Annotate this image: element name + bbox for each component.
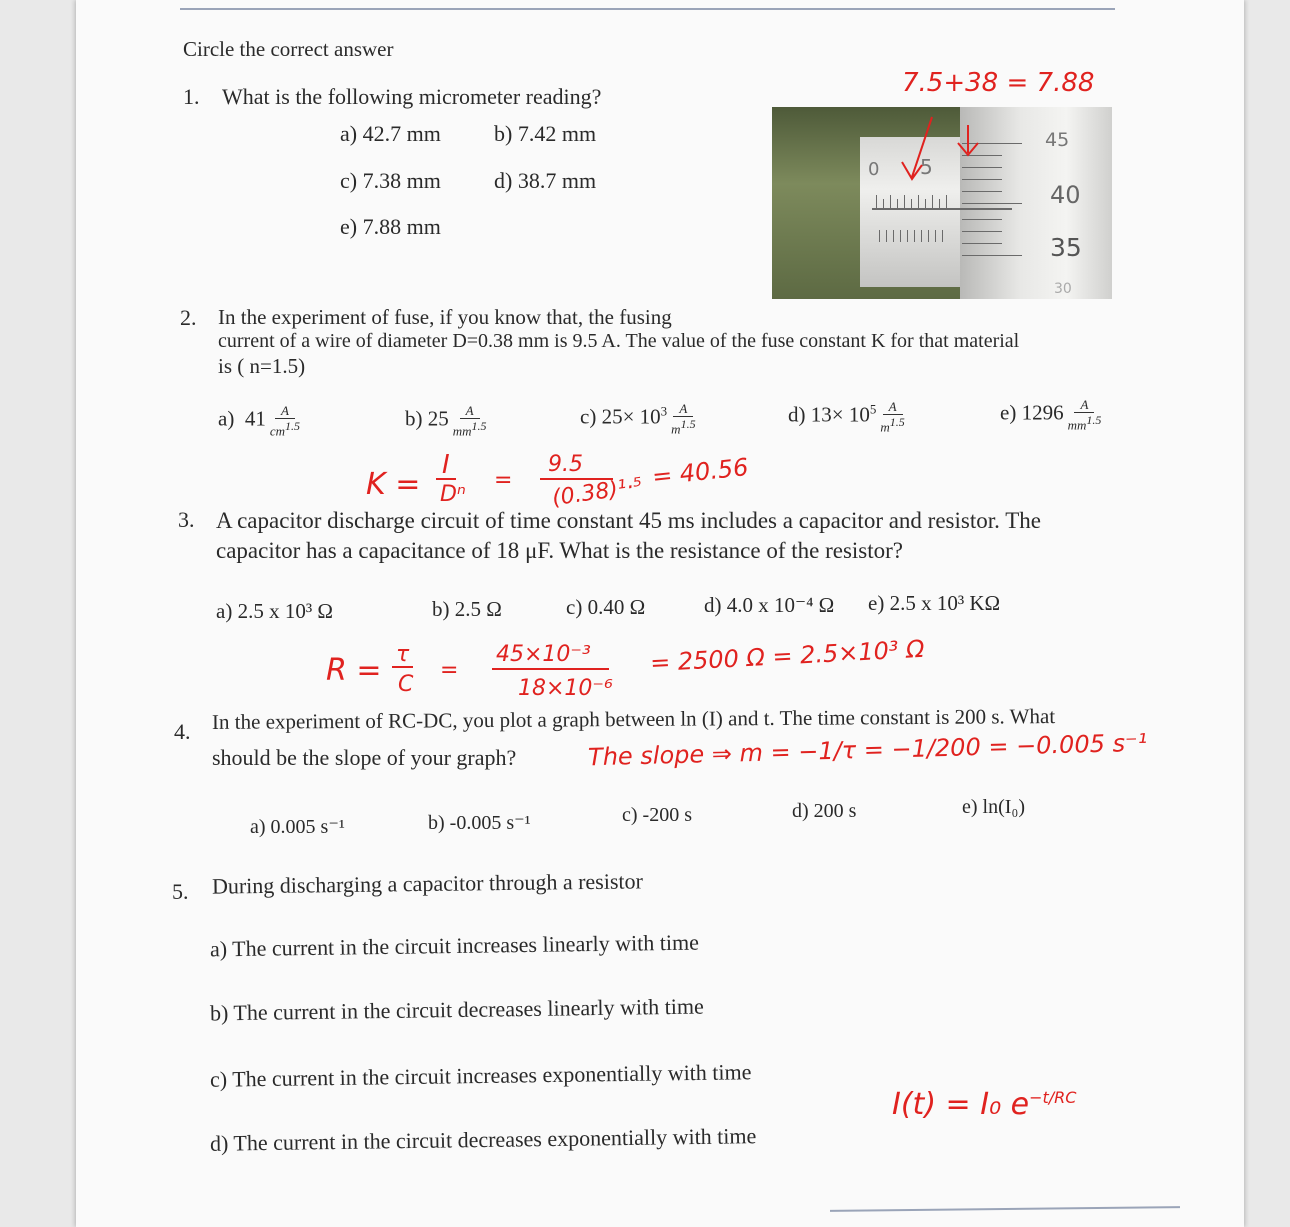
q2-option-b[interactable]: b) 25 $\frac{A}{mm^{1.5}}$: [405, 403, 487, 439]
main-scale-5: 5: [920, 155, 933, 179]
main-scale-0: 0: [868, 159, 880, 180]
q4-option-a[interactable]: a) 0.005 s⁻¹: [250, 816, 345, 838]
q2-work-eq: =: [494, 468, 513, 493]
q1-option-e[interactable]: e) 7.88 mm: [340, 214, 441, 239]
q5-work: I(t) = I₀ $e^{-t/RC}$: [892, 1087, 1077, 1122]
thimble-45: 45: [1045, 129, 1070, 151]
q3-work-result: = 2500 Ω = 2.5×10³ Ω: [649, 634, 926, 678]
q3-option-c[interactable]: c) 0.40 Ω: [566, 595, 646, 619]
q3-work-eq: =: [440, 658, 459, 683]
q5-number: 5.: [172, 879, 189, 904]
q2-work-dn: Dⁿ: [440, 482, 466, 507]
q4-option-d[interactable]: d) 200 s: [792, 800, 857, 822]
q1-option-a[interactable]: a) 42.7 mm: [340, 121, 441, 146]
q2-work-result: = 40.56: [650, 453, 750, 491]
q1-option-d[interactable]: d) 38.7 mm: [494, 168, 597, 193]
q3-work-tau: τ: [392, 644, 413, 668]
q3-line2: capacitor has a capacitance of 18 μF. What is the resistance of the resistor?: [216, 538, 904, 563]
q4-option-b[interactable]: b) -0.005 s⁻¹: [428, 812, 531, 834]
q3-work-r: R =: [326, 653, 382, 688]
q4-option-e[interactable]: e) ln(I₀): [962, 796, 1026, 818]
q5-option-a[interactable]: a) The current in the circuit increases linearly with time: [209, 929, 700, 962]
micrometer-photo: [772, 107, 1112, 299]
q2-work-den: (0.38)¹·⁵: [550, 473, 645, 512]
q3-option-e[interactable]: e) 2.5 x 10³ KΩ: [868, 591, 1001, 615]
q5-option-d[interactable]: d) The current in the circuit decreases exponentially with time: [209, 1123, 757, 1156]
q2-work-num: 9.5: [540, 454, 613, 480]
q3-option-b[interactable]: b) 2.5 Ω: [432, 597, 502, 621]
q2-option-e[interactable]: e) 1296 $\frac{A}{mm^{1.5}}$: [1000, 397, 1102, 433]
q5-option-c[interactable]: c) The current in the circuit increases exponentially with time: [209, 1059, 752, 1092]
q4-work: The slope ⇒ m = −1/τ = −1/200 = −0.005 s⁻¹: [587, 728, 1148, 772]
q2-line3: is ( n=1.5): [218, 354, 306, 378]
q1-text: What is the following micrometer reading?: [222, 84, 602, 109]
q5-text: During discharging a capacitor through a resistor: [211, 868, 644, 899]
q3-work-c: C: [398, 672, 414, 697]
q3-number: 3.: [178, 507, 195, 532]
q3-work-num: 45×10⁻³: [492, 644, 609, 670]
q2-option-d[interactable]: d) $13\times 10^5$ $\frac{A}{m^{1.5}}$: [788, 399, 905, 435]
q1-option-c[interactable]: c) 7.38 mm: [340, 168, 441, 193]
instruction: Circle the correct answer: [183, 37, 394, 61]
thimble-35: 35: [1050, 233, 1082, 262]
q4-line2: should be the slope of your graph?: [212, 745, 517, 770]
top-rule: [180, 8, 1115, 10]
q3-line1: A capacitor discharge circuit of time constant 45 ms includes a capacitor and resistor. The: [216, 508, 1041, 533]
q2-line1: In the experiment of fuse, if you know that, the fusing: [218, 305, 672, 329]
q3-option-a[interactable]: a) 2.5 x 10³ Ω: [216, 599, 333, 623]
q1-option-b[interactable]: b) 7.42 mm: [494, 121, 597, 146]
annotation-arrows: [772, 107, 1112, 299]
q3-work-den: 18×10⁻⁶: [518, 676, 613, 701]
thimble-30: 30: [1054, 281, 1072, 297]
q3-option-d[interactable]: d) 4.0 x 10⁻⁴ Ω: [704, 593, 835, 617]
q2-work-i: I: [436, 452, 456, 480]
q5-option-b[interactable]: b) The current in the circuit decreases linearly with time: [209, 993, 704, 1026]
q2-work-k: K =: [366, 467, 421, 502]
thimble-40: 40: [1050, 181, 1081, 209]
q2-line2: current of a wire of diameter D=0.38 mm is 9.5 A. The value of the fuse constant K for that material: [218, 330, 1020, 352]
q4-number: 4.: [174, 719, 191, 744]
q2-number: 2.: [180, 305, 197, 330]
q2-option-c[interactable]: c) $25\times 10^3$ $\frac{A}{m^{1.5}}$: [580, 401, 696, 437]
q1-handwritten-note: 7.5+38 = 7.88: [902, 68, 1095, 98]
q4-line1: In the experiment of RC-DC, you plot a graph between ln (I) and t. The time constant is 200 s. What: [211, 704, 1056, 734]
q2-option-a[interactable]: a) 41 $\frac{A}{cm^{1.5}}$: [218, 403, 300, 439]
q1-number: 1.: [183, 84, 200, 109]
q4-option-c[interactable]: c) -200 s: [622, 804, 692, 826]
